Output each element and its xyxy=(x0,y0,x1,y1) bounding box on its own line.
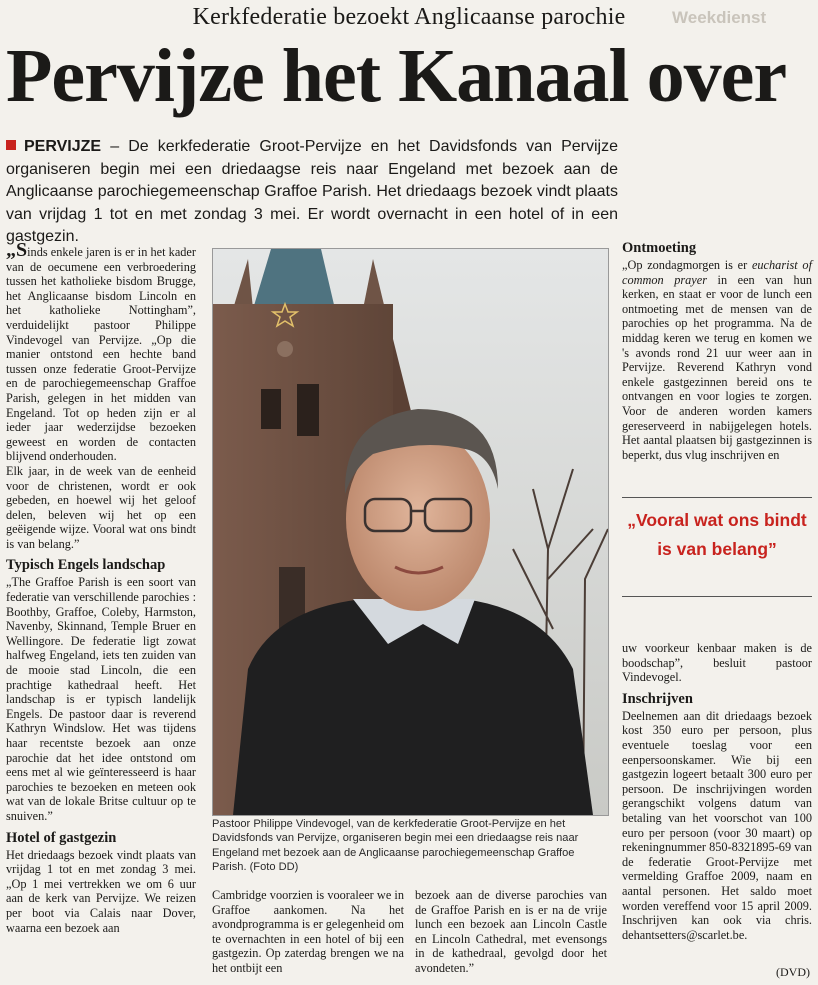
col4-paragraph-2: uw voorkeur kenbaar maken is de boodschap”, besluit pastoor Vindevogel. xyxy=(622,641,812,685)
column-4-bottom xyxy=(622,641,812,942)
col1-paragraph-1: „Sinds enkele jaren is er in het kader van de oecumene een verbroedering tussen het katholieke bisdom Brugge, het Anglicaanse bisdom Lincoln en het katholieke Nottingham”, verduidelijkt pastoor Philippe Vindevogel van Pervijze. „Op die manier ontstond een hechte band tussen onze federatie Groot-Pervijze en de parochiegemeenschap Graffoe Parish, gelegen in het midden van Engeland. Tot op heden zijn er al ieder jaar wederzijdse bezoeken geweest en worden de contacten blijvend onderhouden. xyxy=(6,239,196,464)
subhead-inschrijven: Inschrijven xyxy=(622,690,693,707)
article-intro xyxy=(6,136,618,249)
author-signature: (DVD) xyxy=(776,965,810,979)
column-3-bottom: bezoek aan de diverse parochies van de Graffoe Parish en is er na de vrije lunch een bezoek aan Lincoln Castle en Lincoln Cathedral, met evensongs in de kathedraal, gevolgd door het avondeten.” xyxy=(415,888,607,975)
column-4-top xyxy=(622,240,812,462)
column-2-bottom: Cambridge voorzien is vooraleer we in Graffoe aankomen. Na het avondprogramma is er gelegenheid om te overnachten in een hotel of bij een gastgezin. Op zaterdag brengen we na het ontbijt een xyxy=(212,888,404,975)
subhead-ontmoeting: Ontmoeting xyxy=(622,240,697,256)
col1-paragraph-4: Het driedaags bezoek vindt plaats van vrijdag 1 tot en met zondag 3 mei. „Op 1 mei vertrekken we om 6 uur aan de kerk van Pervijze. We reizen per boot via Calais naar Dover, waarna een bezoek aan xyxy=(6,847,196,935)
article-kicker: Kerkfederatie bezoekt Anglicaanse parochie xyxy=(192,4,626,30)
photo-caption: Pastoor Philippe Vindevogel, van de kerkfederatie Groot-Pervijze en het Davidsfonds van Pervijze, organiseren begin mei een driedaagse reis naar Engeland met bezoek aan de Anglicaanse parochiegemeenschap Graffoe Parish. (Foto DD) xyxy=(212,818,579,874)
article-headline: Pervijze het Kanaal over xyxy=(6,34,787,118)
col1-paragraph-3: „The Graffoe Parish is een soort van federatie van verschillende parochies : Boothby, Graffoe, Coleby, Harmston, Navenby, Skinnand, Temple Bruer en Wellingore. De federatie ligt zowat halfweg Engeland, iets ten zuiden van de mooie stad Lincoln, die een prachtige kathedraal heeft. Het landschap is er typisch landelijk Engels. De pastoor daar is reverend Kathryn Windslow. Het was tijdens haar recentste bezoek aan onze parochie dat het idee ontstond om eens met al wie geïnteresseerd is haar parochies te bezoeken en meteen ook wat van de lokale Britse cultuur op te snuiven.” xyxy=(6,575,196,823)
column-1 xyxy=(6,239,196,935)
drop-cap: „S xyxy=(6,239,28,261)
col4-paragraph-1: „Op zondagmorgen is er eucharist of common prayer in een van hun kerken, en staat er voor de lunch een ontmoeting met de mensen van de parochies op het programma. Na de middag keren we terug en komen we 's avonds rond 21 uur weer aan in Pervijze. Reverend Kathryn vond enkele gastgezinnen bereid ons te ontvangen en voor logies te zorgen. Voor de anderen worden kamers gereserveerd in nabijgelegen hotels. Het aantal plaatsen bij gastgezinnen is beperkt, dus vlug inschrijven en xyxy=(622,258,812,462)
pull-quote: „Vooral wat ons bindt is van belang” xyxy=(622,497,812,597)
photo-pastor-church xyxy=(212,248,609,816)
bleed-through-top-right: Weekdienst xyxy=(672,8,767,27)
photo-illustration xyxy=(213,249,608,815)
col4-paragraph-3: Deelnemen aan dit driedaags bezoek kost 350 euro per persoon, plus eventuele toeslag voor een eenpersoonskamer. Wie bij een gastgezin logeert betaalt 300 euro per persoon. De inschrijvingen worden gerangschikt volgens datum van betaling van het voorschot van 100 euro per persoon (voor 30 maart) op rekeningnummer 850-8321895-69 van de federatie Groot-Pervijze met vermelding Graffoe 2009, naam en aantal personen. Het saldo moet worden vereffend voor 15 april 2009. Inschrijven kan ook via chris. dehantsetters@scarlet.be. xyxy=(622,708,812,942)
dateline: PERVIJZE xyxy=(24,138,102,155)
col1-paragraph-2: Elk jaar, in de week van de eenheid voor de christenen, wordt er ook gebeden, en hoewel wij het geloof delen, beleven wij het op een geëigende wijze. Vooral wat ons bindt is van belang.” xyxy=(6,463,196,551)
red-square-marker xyxy=(6,140,16,150)
subhead-landschap: Typisch Engels landschap xyxy=(6,557,166,574)
intro-text: – De kerkfederatie Groot-Pervijze en het Davidsfonds van Pervijze organiseren begin mei een driedaagse reis naar Engeland met bezoek aan de Anglicaanse parochiegemeenschap Graffoe Parish. Het driedaags bezoek vindt plaats van vrijdag 1 tot en met zondag 3 mei. Er wordt overnacht in een hotel of in een gastgezin. xyxy=(6,138,618,245)
subhead-hotel: Hotel of gastgezin xyxy=(6,829,117,846)
